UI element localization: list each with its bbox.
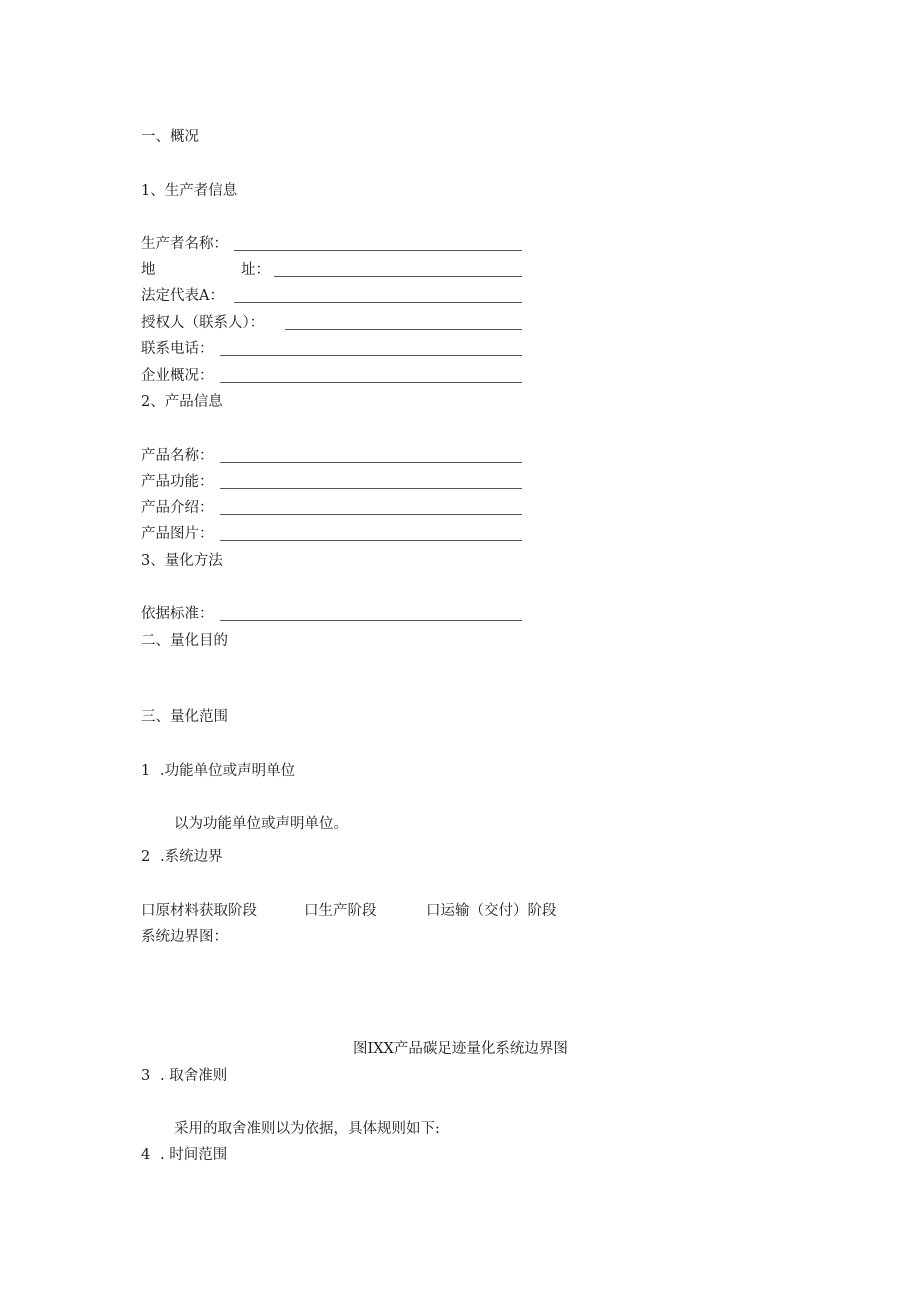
field-product-function[interactable] bbox=[141, 473, 522, 491]
field-label: 产品名称： bbox=[141, 448, 214, 464]
fill-in-line[interactable] bbox=[220, 462, 522, 463]
field-label: 产品图片： bbox=[141, 526, 214, 542]
item-title: .系统边界 bbox=[160, 849, 223, 865]
field-producer-name[interactable] bbox=[141, 235, 522, 253]
field-product-intro[interactable] bbox=[141, 499, 522, 517]
field-label: 产品功能： bbox=[141, 474, 214, 490]
field-contact-phone[interactable] bbox=[141, 340, 522, 358]
item-number: 3 bbox=[141, 1068, 151, 1084]
field-label: 联系电话： bbox=[141, 341, 214, 357]
section-heading-purpose: 二、量化目的 bbox=[141, 633, 228, 649]
field-label-part-b: 址： bbox=[241, 262, 270, 278]
field-authorized-contact[interactable] bbox=[141, 314, 522, 332]
system-boundary-diagram-label: 系统边界图： bbox=[141, 929, 228, 945]
fill-in-line[interactable] bbox=[220, 382, 522, 383]
field-address[interactable] bbox=[141, 261, 522, 279]
field-basis-standard[interactable] bbox=[141, 605, 522, 623]
field-product-image[interactable] bbox=[141, 525, 522, 543]
subheading-producer-info: 1、生产者信息 bbox=[141, 183, 238, 199]
checkbox-option-raw-material[interactable]: 口原材料获取阶段 bbox=[141, 903, 257, 919]
fill-in-line[interactable] bbox=[274, 276, 522, 277]
subheading-product-info: 2、产品信息 bbox=[141, 394, 223, 410]
fill-in-line[interactable] bbox=[220, 540, 522, 541]
fill-in-line[interactable] bbox=[220, 514, 522, 515]
field-product-name[interactable] bbox=[141, 447, 522, 465]
field-label: 企业概况： bbox=[141, 368, 214, 384]
item-title: . 取舍准则 bbox=[160, 1068, 228, 1084]
figure-caption: 图IXX产品碳足迹量化系统边界图 bbox=[353, 1041, 568, 1057]
item-number: 4 bbox=[141, 1147, 151, 1163]
fill-in-line[interactable] bbox=[285, 329, 522, 330]
field-label: 法定代表A： bbox=[141, 288, 224, 304]
checkbox-option-production[interactable]: 口生产阶段 bbox=[304, 903, 377, 919]
field-label: 依据标准： bbox=[141, 606, 214, 622]
item-title: . 时间范围 bbox=[160, 1147, 228, 1163]
fill-in-line[interactable] bbox=[234, 250, 522, 251]
field-label: 产品介绍： bbox=[141, 500, 214, 516]
section-heading-overview: 一、概况 bbox=[141, 129, 199, 145]
item-cutoff-criteria-body: 采用的取舍准则以为依据，具体规则如下: bbox=[174, 1121, 440, 1137]
item-title: .功能单位或声明单位 bbox=[160, 763, 296, 779]
field-company-overview[interactable] bbox=[141, 367, 522, 385]
section-heading-scope: 三、量化范围 bbox=[141, 709, 228, 725]
fill-in-line[interactable] bbox=[220, 620, 522, 621]
field-legal-representative[interactable] bbox=[141, 287, 522, 305]
checkbox-option-transport[interactable]: 口运输（交付）阶段 bbox=[426, 903, 557, 919]
field-label: 生产者名称： bbox=[141, 236, 228, 252]
fill-in-line[interactable] bbox=[220, 488, 522, 489]
subheading-quantification-method: 3、量化方法 bbox=[141, 553, 223, 569]
item-functional-unit-body: 以为功能单位或声明单位。 bbox=[174, 816, 348, 832]
item-number: 1 bbox=[141, 763, 151, 779]
field-label: 授权人（联系人）： bbox=[141, 315, 265, 331]
fill-in-line[interactable] bbox=[220, 355, 522, 356]
item-number: 2 bbox=[141, 849, 151, 865]
field-label-part-a: 地 bbox=[141, 262, 156, 278]
fill-in-line[interactable] bbox=[234, 302, 522, 303]
